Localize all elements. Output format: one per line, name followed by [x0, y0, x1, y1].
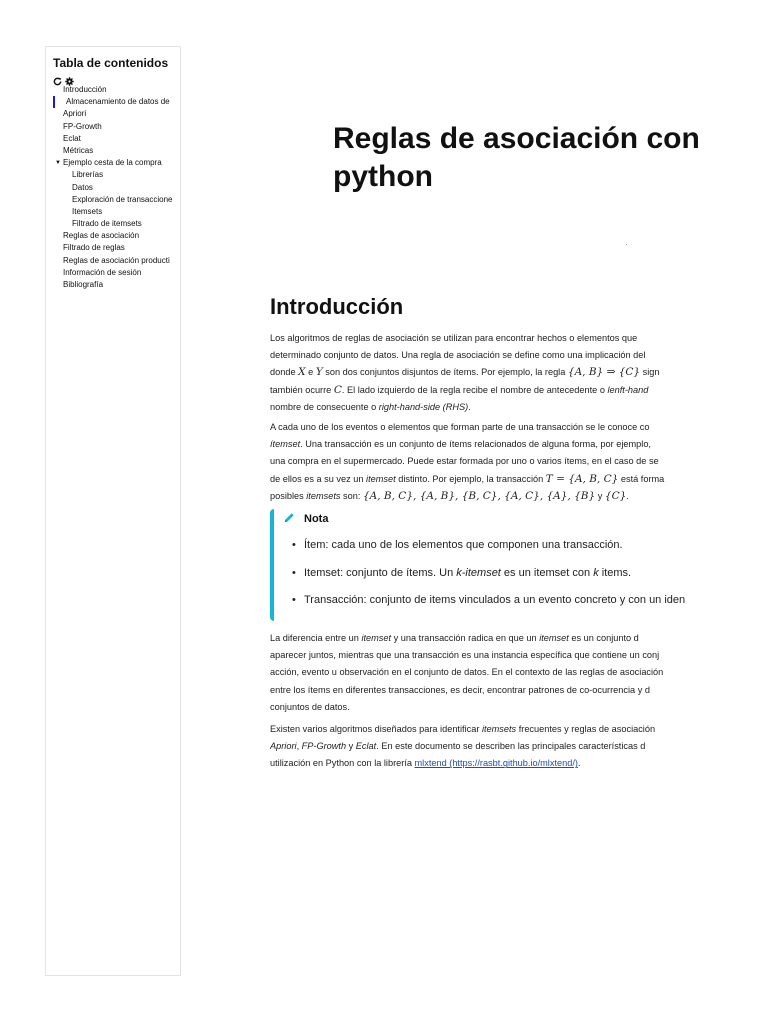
toc-item-almacenamiento[interactable]: Almacenamiento de datos de [46, 96, 181, 108]
toc-item-informacion-sesion[interactable]: Información de sesión [63, 267, 142, 277]
list-item: • Ítem: cada uno de los elementos que componen una transacción. [292, 539, 685, 567]
math-y: Y [315, 366, 323, 379]
italic-text: Apriori [270, 741, 297, 752]
text: sign [640, 367, 660, 378]
text: está forma [618, 473, 665, 484]
text: es un conjunto d [568, 633, 639, 643]
list-item [292, 567, 685, 595]
text: y [346, 741, 356, 752]
text-line: aparecer juntos, mientras que una transacción es una instancia específica que contiene un conj [270, 650, 660, 661]
math-c-set: {C} [604, 489, 627, 502]
math-x: X [298, 366, 306, 379]
text-line: conjuntos de datos. [270, 701, 350, 712]
text: , [296, 741, 302, 752]
text: . En este documento se describen las principales características d [376, 741, 646, 752]
text: Itemset: conjunto de ítems. Un [304, 566, 457, 579]
math-itemsets: {A, B, C}, {A, B}, {B, C}, {A, C}, {A}, {B} [362, 489, 596, 502]
text: y [595, 490, 605, 501]
toc-item-apriori[interactable]: Apriori [63, 109, 87, 119]
text-line [270, 721, 768, 738]
italic-text: k [593, 566, 599, 579]
text-line [270, 436, 768, 453]
text-line [270, 364, 768, 381]
toc-item-filtrado-reglas[interactable]: Filtrado de reglas [63, 243, 125, 253]
text: utilización en Python con la librería [270, 758, 415, 769]
toc-item-eclat[interactable]: Eclat [63, 133, 81, 143]
italic-text: lenft-hand [607, 384, 649, 395]
text: posibles [270, 490, 307, 501]
italic-text: FP-Growth [301, 741, 347, 752]
pencil-icon [284, 510, 295, 528]
text-line: una compra en el supermercado. Puede estar formada por uno o varios ítems, en el caso de se [270, 456, 659, 467]
text: y una transacción radica en que un [391, 633, 540, 643]
text: de ellos es a su vez un [270, 473, 367, 484]
decorative-dot [626, 244, 627, 245]
text: . El lado izquierdo de la regla recibe el nombre de antecedente o [341, 384, 608, 395]
toc-item-itemsets[interactable]: Itemsets [72, 206, 103, 216]
text: también ocurre [270, 384, 334, 395]
toc-item-ejemplo-cesta[interactable] [46, 157, 181, 169]
toc-item-reglas-productos[interactable]: Reglas de asociación producti [63, 255, 170, 265]
text-line [270, 471, 768, 488]
italic-text: itemsets [306, 490, 341, 501]
text: . Una transacción es un conjunto de ítems relacionados de alguna forma, por ejemplo, [300, 439, 651, 450]
caret-down-icon[interactable]: ▼ [55, 160, 61, 167]
italic-text: k-itemset [456, 566, 501, 579]
text: frecuentes y reglas de asociación [516, 724, 656, 734]
text-line [270, 738, 768, 755]
paragraph-intro [270, 330, 768, 416]
paragraph-algorithms [270, 721, 768, 773]
note-header [284, 512, 328, 526]
toc-controls [53, 72, 74, 82]
page-title: Reglas de asociación con python [333, 122, 700, 193]
text-line [270, 382, 768, 399]
text: es un itemset con [500, 566, 594, 579]
italic-text: ítemset [270, 439, 301, 450]
toc-item-exploracion[interactable]: Exploración de transaccione [72, 194, 173, 204]
text: distinto. Por ejemplo, la transacción [395, 473, 546, 484]
text: donde [270, 367, 299, 378]
text: . [468, 401, 471, 412]
text: Existen varios algoritmos diseñados para identificar [270, 724, 482, 734]
note-callout [270, 509, 768, 621]
toc-item-fp-growth[interactable]: FP-Growth [63, 121, 102, 131]
document-content [270, 0, 768, 1024]
text-line: determinado conjunto de datos. Una regla de asociación se define como una implicación del [270, 350, 646, 361]
text-line: A cada uno de los eventos o elementos que forman parte de una transacción se le conoce co [270, 422, 650, 432]
text: . [577, 758, 581, 769]
paragraph-difference [270, 630, 768, 716]
toc-item-librerias[interactable]: Librerías [72, 170, 104, 180]
text-line: entre los ítems en diferentes transacciones, es decir, encontrar patrones de co-ocurrencia y d [270, 684, 650, 695]
toc-item-datos[interactable]: Datos [72, 182, 93, 192]
text-line [270, 630, 768, 647]
text-line: acción, evento u observación en el conjunto de datos. En el contexto de las reglas de asociación [270, 667, 664, 678]
toc-item-introduccion[interactable]: Introducción [63, 85, 107, 94]
toc-item-reglas[interactable]: Reglas de asociación [63, 231, 140, 241]
text: items. [598, 566, 632, 579]
toc-item-filtrado-itemsets[interactable]: Filtrado de itemsets [72, 219, 142, 229]
math-rule: {A, B} ⇒ {C} [567, 366, 641, 379]
text: son dos conjuntos disjuntos de ítems. Por ejemplo, la regla [322, 367, 568, 378]
text: La diferencia entre un [270, 633, 362, 643]
italic-text: itemsets [481, 724, 517, 734]
mlxtend-link[interactable]: mlxtend (https://rasbt.github.io/mlxtend/) [414, 758, 578, 769]
table-of-contents [45, 46, 181, 976]
text: nombre de consecuente o [270, 401, 379, 412]
refresh-icon[interactable] [53, 73, 62, 82]
text-line [270, 399, 768, 416]
text-line [270, 755, 768, 772]
toc-item-metricas[interactable]: Métricas [63, 145, 94, 155]
math-c: C [333, 383, 342, 396]
italic-text: itemset [539, 633, 569, 643]
list-item: • Transacción: conjunto de items vinculados a un evento concreto y con un iden [292, 594, 685, 622]
math-transaction: T = {A, B, C} [545, 472, 619, 485]
note-title: Nota [304, 513, 329, 525]
italic-text: itemset [361, 633, 392, 643]
italic-text: Eclat [355, 741, 377, 752]
text: son: [340, 490, 363, 501]
note-list [292, 539, 685, 622]
text-line [270, 488, 768, 505]
toc-item-bibliografia[interactable]: Bibliografía [63, 280, 104, 289]
text-line: Los algoritmos de reglas de asociación se utilizan para encontrar hechos o elementos que [270, 333, 638, 343]
italic-text: itemset [366, 473, 396, 484]
text: e [305, 367, 316, 378]
toc-item-label: Ejemplo cesta de la compra [63, 158, 162, 168]
italic-text: right-hand-side (RHS) [378, 401, 469, 412]
gear-icon[interactable] [65, 73, 74, 82]
section-heading-introduccion: Introducción [270, 294, 404, 319]
toc-list [46, 84, 181, 291]
paragraph-itemset [270, 419, 768, 505]
text: . [626, 490, 629, 501]
toc-title: Tabla de contenidos [53, 56, 169, 70]
